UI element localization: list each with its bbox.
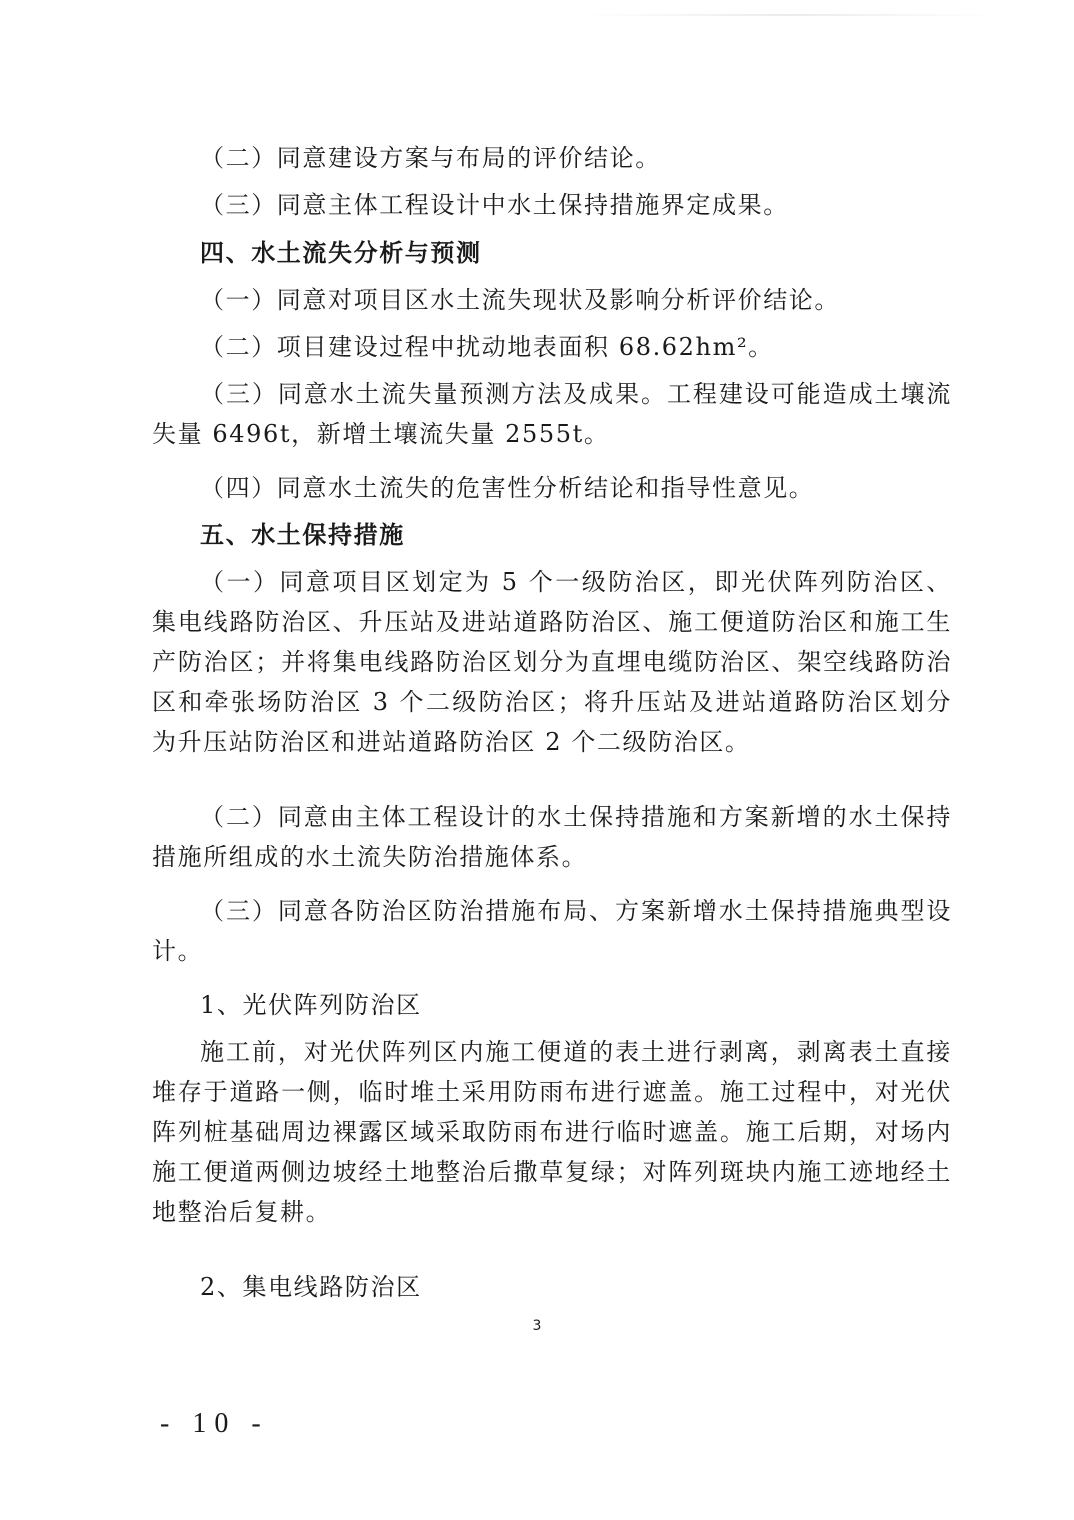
paragraph-prevention-system: （二）同意由主体工程设计的水土保持措施和方案新增的水土保持措施所组成的水土流失防治措施体系。 — [152, 803, 952, 871]
section-heading-soil-conservation-measures: 五、水土保持措施 — [200, 520, 405, 549]
paragraph-pv-array-measures: 施工前，对光伏阵列区内施工便道的表土进行剥离，剥离表土直接堆存于道路一侧，临时堆土采用防雨布进行遮盖。施工过程中，对光伏阵列桩基础周边裸露区域采取防雨布进行临时遮盖。施工后期，对场内施工便道两侧边坡经土地整治后撒草复绿；对阵列斑块内施工迹地经土地整治后复耕。 — [152, 1038, 952, 1226]
paragraph-hazard-analysis: （四）同意水土流失的危害性分析结论和指导性意见。 — [200, 474, 815, 502]
subheading-pv-array-zone: 1、光伏阵列防治区 — [200, 991, 422, 1019]
paragraph-soil-loss-prediction: （三）同意水土流失量预测方法及成果。工程建设可能造成土壤流失量 6496t，新增土壤流失量 2555t。 — [152, 380, 952, 448]
paragraph-soil-loss-status: （一）同意对项目区水土流失现状及影响分析评价结论。 — [200, 286, 840, 314]
paragraph-measures-layout: （三）同意各防治区防治措施布局、方案新增水土保持措施典型设计。 — [152, 897, 952, 965]
page-number: 3 — [532, 1318, 542, 1334]
footer-page-number: - 10 - — [160, 1408, 269, 1439]
paragraph-disturbed-area: （二）项目建设过程中扰动地表面积 68.62hm²。 — [200, 333, 774, 361]
paragraph-measures-definition: （三）同意主体工程设计中水土保持措施界定成果。 — [200, 191, 789, 219]
section-heading-soil-loss-analysis: 四、水土流失分析与预测 — [200, 238, 482, 267]
scan-edge-artifact — [580, 14, 1000, 16]
paragraph-prevention-zones: （一）同意项目区划定为 5 个一级防治区，即光伏阵列防治区、集电线路防治区、升压站及进站道路防治区、施工便道防治区和施工生产防治区；并将集电线路防治区划分为直埋电缆防治区、架空线路防治区和牵张场防治区 3 个二级防治区；将升压站及进站道路防治区划分为升压站防治区和进站道路防治区 2 个二级防治区。 — [152, 568, 952, 756]
subheading-collector-line-zone: 2、集电线路防治区 — [200, 1273, 422, 1301]
paragraph-plan-layout-conclusion: （二）同意建设方案与布局的评价结论。 — [200, 144, 661, 172]
